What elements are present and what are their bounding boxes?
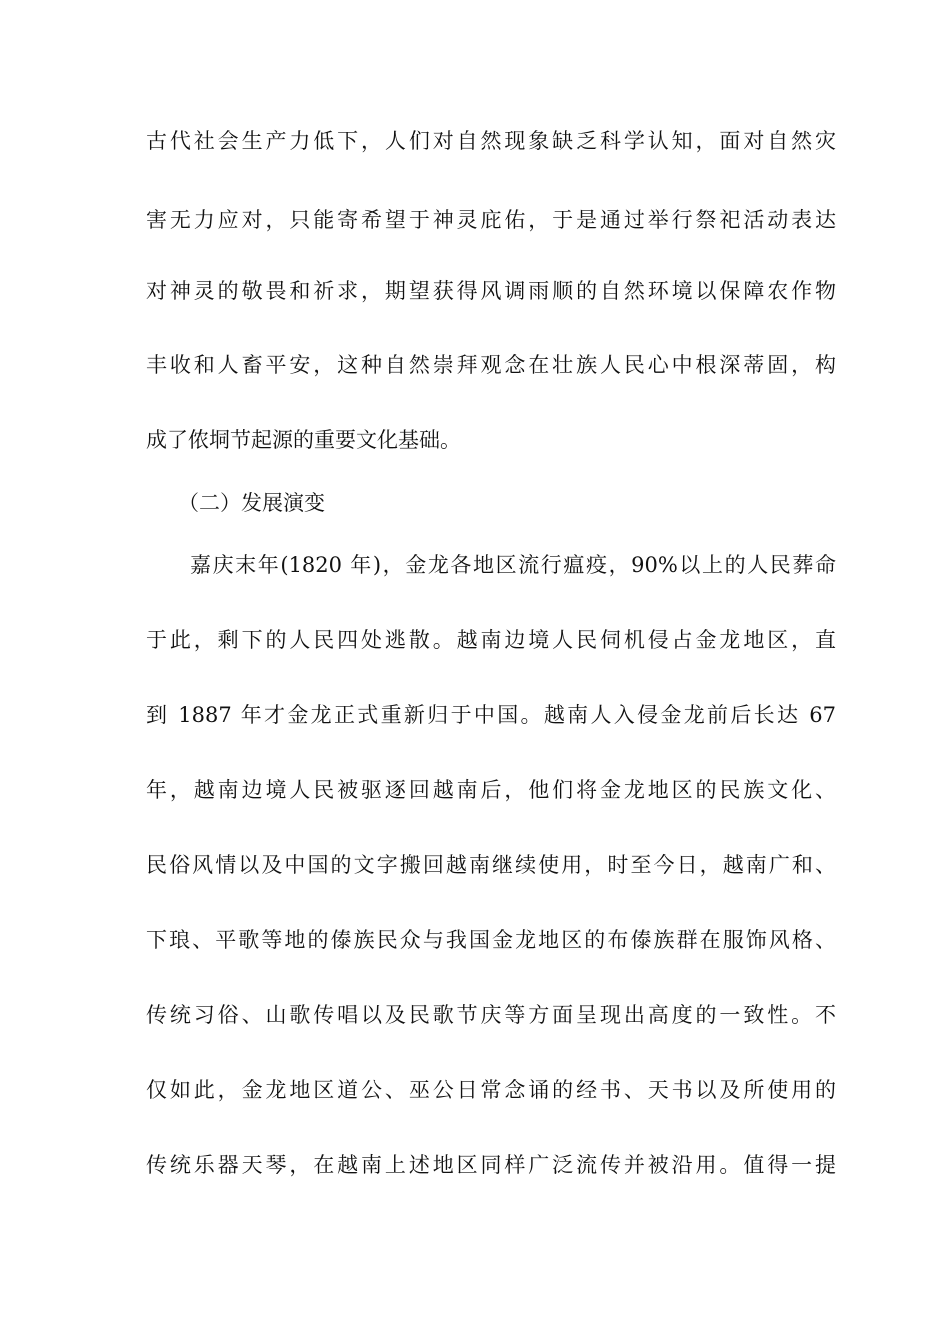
paragraph-1-line-4: 丰收和人畜平安，这种自然崇拜观念在壮族人民心中根深蒂固，构 — [146, 353, 836, 377]
paragraph-2-line-6: 下琅、平歌等地的傣族民众与我国金龙地区的布傣族群在服饰风格、 — [146, 928, 836, 952]
paragraph-2-line-1: 嘉庆末年(1820 年)，金龙各地区流行瘟疫，90%以上的人民葬命 — [190, 553, 836, 577]
paragraph-2-line-4: 年，越南边境人民被驱逐回越南后，他们将金龙地区的民族文化、 — [146, 778, 836, 802]
paragraph-1-line-1: 古代社会生产力低下，人们对自然现象缺乏科学认知，面对自然灾 — [146, 129, 836, 153]
paragraph-2-line-9: 传统乐器天琴，在越南上述地区同样广泛流传并被沿用。值得一提 — [146, 1153, 836, 1177]
paragraph-2-line-2: 于此，剩下的人民四处逃散。越南边境人民伺机侵占金龙地区，直 — [146, 628, 836, 652]
paragraph-2-line-7: 传统习俗、山歌传唱以及民歌节庆等方面呈现出高度的一致性。不 — [146, 1003, 836, 1027]
paragraph-2-line-8: 仅如此，金龙地区道公、巫公日常念诵的经书、天书以及所使用的 — [146, 1078, 836, 1102]
paragraph-2-line-5: 民俗风情以及中国的文字搬回越南继续使用，时至今日，越南广和、 — [146, 853, 836, 877]
paragraph-1-line-2: 害无力应对，只能寄希望于神灵庇佑，于是通过举行祭祀活动表达 — [146, 208, 836, 232]
paragraph-2-line-3: 到 1887 年才金龙正式重新归于中国。越南人入侵金龙前后长达 67 — [146, 703, 836, 727]
paragraph-1-line-3: 对神灵的敬畏和祈求，期望获得风调雨顺的自然环境以保障农作物 — [146, 279, 836, 303]
paragraph-1-line-5: 成了侬垌节起源的重要文化基础。 — [146, 428, 461, 452]
section-heading: （二）发展演变 — [178, 491, 325, 515]
